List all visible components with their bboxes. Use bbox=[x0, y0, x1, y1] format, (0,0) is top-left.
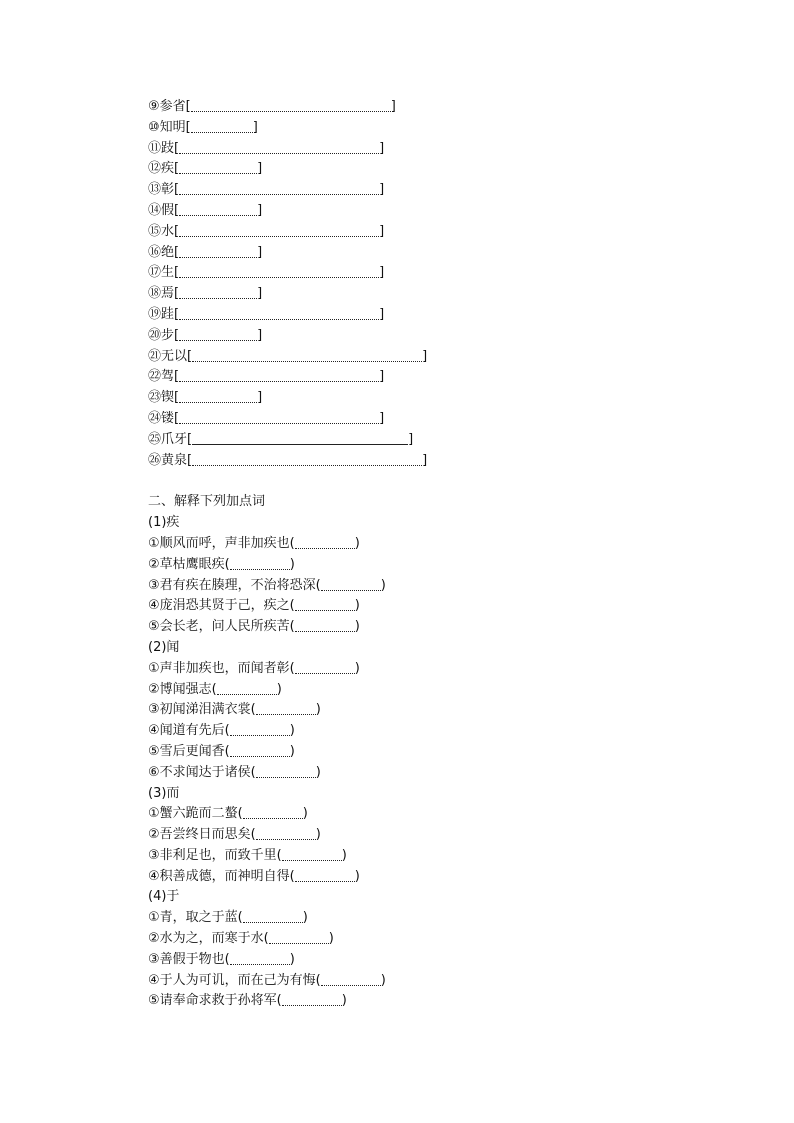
section-gap bbox=[148, 471, 427, 492]
exercise-item bbox=[148, 929, 427, 950]
exercise-sentence: ①蟹六跪而二螯 bbox=[148, 806, 238, 822]
vocab-item bbox=[148, 430, 427, 451]
exercise-item bbox=[148, 991, 427, 1012]
close-paren: ) bbox=[354, 598, 360, 614]
vocab-term: ⑮水 bbox=[148, 223, 175, 239]
vocab-item bbox=[148, 305, 427, 326]
exercise-item bbox=[148, 971, 427, 992]
exercise-sentence: ⑤会长老，问人民所疾苦 bbox=[148, 619, 290, 635]
close-paren: ) bbox=[289, 951, 295, 967]
close-paren: ) bbox=[315, 827, 321, 843]
open-bracket: [ bbox=[185, 119, 191, 135]
vocab-term: ⑳步 bbox=[148, 327, 175, 343]
close-paren: ) bbox=[289, 723, 295, 739]
vocab-item bbox=[148, 222, 427, 243]
answer-blank[interactable] bbox=[191, 119, 253, 133]
vocab-item bbox=[148, 159, 427, 180]
close-paren: ) bbox=[354, 660, 360, 676]
close-paren: ) bbox=[328, 931, 334, 947]
answer-blank[interactable] bbox=[295, 868, 355, 882]
exercise-sentence: ⑥不求闻达于诸侯 bbox=[148, 764, 251, 780]
exercise-item bbox=[148, 867, 427, 888]
vocab-term: ⑯绝 bbox=[148, 244, 175, 260]
vocab-item bbox=[148, 180, 427, 201]
open-bracket: [ bbox=[174, 244, 180, 260]
open-paren: ( bbox=[289, 660, 295, 676]
exercise-item bbox=[148, 534, 427, 555]
answer-blank[interactable] bbox=[192, 452, 422, 466]
open-bracket: [ bbox=[187, 348, 193, 364]
vocab-item bbox=[148, 388, 427, 409]
answer-blank[interactable] bbox=[179, 223, 379, 237]
answer-blank[interactable] bbox=[256, 764, 316, 778]
exercise-item bbox=[148, 555, 427, 576]
answer-blank[interactable] bbox=[179, 140, 379, 154]
open-paren: ( bbox=[289, 535, 295, 551]
close-paren: ) bbox=[380, 577, 386, 593]
close-paren: ) bbox=[289, 743, 295, 759]
answer-blank[interactable] bbox=[321, 972, 381, 986]
open-bracket: [ bbox=[174, 327, 180, 343]
open-bracket: [ bbox=[174, 223, 180, 239]
answer-blank[interactable] bbox=[282, 847, 342, 861]
exercise-sentence: ④庞涓恐其贤于己，疾之 bbox=[148, 598, 290, 614]
answer-blank[interactable] bbox=[295, 597, 355, 611]
open-paren: ( bbox=[276, 993, 282, 1009]
vocab-term: ㉒驾 bbox=[148, 369, 175, 385]
vocab-term: ⑫疾 bbox=[148, 161, 175, 177]
group-heading: (1)疾 bbox=[148, 515, 180, 531]
exercise-item bbox=[148, 804, 427, 825]
vocab-item bbox=[148, 284, 427, 305]
close-bracket: ] bbox=[408, 431, 414, 447]
exercise-sentence: ④闻道有先后 bbox=[148, 723, 225, 739]
close-bracket: ] bbox=[379, 223, 385, 239]
exercise-item bbox=[148, 763, 427, 784]
close-paren: ) bbox=[276, 681, 282, 697]
open-bracket: [ bbox=[174, 369, 180, 385]
answer-blank[interactable] bbox=[192, 431, 408, 445]
answer-blank[interactable] bbox=[295, 618, 355, 632]
close-bracket: ] bbox=[257, 244, 263, 260]
close-paren: ) bbox=[315, 764, 321, 780]
answer-blank[interactable] bbox=[230, 951, 290, 965]
open-paren: ( bbox=[250, 827, 256, 843]
open-bracket: [ bbox=[174, 306, 180, 322]
open-paren: ( bbox=[315, 972, 321, 988]
open-bracket: [ bbox=[174, 265, 180, 281]
open-paren: ( bbox=[211, 681, 217, 697]
answer-blank[interactable] bbox=[295, 535, 355, 549]
exercise-sentence: ②草枯鹰眼疾 bbox=[148, 556, 225, 572]
answer-blank[interactable] bbox=[269, 930, 329, 944]
vocab-term: ⑱焉 bbox=[148, 286, 175, 302]
answer-blank[interactable] bbox=[179, 389, 257, 403]
answer-blank[interactable] bbox=[179, 410, 379, 424]
close-paren: ) bbox=[354, 619, 360, 635]
answer-blank[interactable] bbox=[295, 660, 355, 674]
close-bracket: ] bbox=[422, 348, 428, 364]
close-bracket: ] bbox=[379, 182, 385, 198]
open-bracket: [ bbox=[174, 410, 180, 426]
vocab-term: ㉖黄泉 bbox=[148, 452, 188, 468]
exercise-sentence: ④积善成德，而神明自得 bbox=[148, 868, 290, 884]
exercise-item bbox=[148, 950, 427, 971]
answer-blank[interactable] bbox=[256, 826, 316, 840]
answer-blank[interactable] bbox=[179, 264, 379, 278]
answer-blank[interactable] bbox=[256, 701, 316, 715]
exercise-sentence: ①青，取之于蓝 bbox=[148, 910, 238, 926]
exercise-item bbox=[148, 721, 427, 742]
open-paren: ( bbox=[263, 931, 269, 947]
open-bracket: [ bbox=[187, 452, 193, 468]
exercise-sentence: ①顺风而呼，声非加疾也 bbox=[148, 535, 290, 551]
exercise-item bbox=[148, 700, 427, 721]
group-heading: (3)而 bbox=[148, 785, 180, 801]
exercise-sentence: ③初闻涕泪满衣裳 bbox=[148, 702, 251, 718]
open-paren: ( bbox=[224, 743, 230, 759]
answer-blank[interactable] bbox=[179, 327, 257, 341]
answer-blank[interactable] bbox=[321, 577, 381, 591]
open-bracket: [ bbox=[187, 431, 193, 447]
exercise-sentence: ②博闻强志 bbox=[148, 681, 212, 697]
close-bracket: ] bbox=[379, 369, 385, 385]
answer-blank[interactable] bbox=[179, 181, 379, 195]
close-paren: ) bbox=[341, 847, 347, 863]
vocab-term: ㉔镂 bbox=[148, 410, 175, 426]
exercise-item bbox=[148, 596, 427, 617]
answer-blank[interactable] bbox=[217, 681, 277, 695]
close-paren: ) bbox=[302, 806, 308, 822]
close-bracket: ] bbox=[422, 452, 428, 468]
close-bracket: ] bbox=[257, 202, 263, 218]
vocab-term: ⑨参省 bbox=[148, 99, 186, 114]
vocab-item bbox=[148, 118, 427, 139]
vocab-item bbox=[148, 347, 427, 368]
exercise-content bbox=[148, 97, 427, 1012]
answer-blank[interactable] bbox=[179, 306, 379, 320]
vocab-term: ⑭假 bbox=[148, 202, 175, 218]
vocab-term: ㉕爪牙 bbox=[148, 431, 188, 447]
close-bracket: ] bbox=[257, 286, 263, 302]
vocab-term: ㉑无以 bbox=[148, 348, 188, 364]
close-paren: ) bbox=[341, 993, 347, 1009]
exercise-sentence: ⑤雪后更闻香 bbox=[148, 743, 225, 759]
open-bracket: [ bbox=[174, 182, 180, 198]
open-paren: ( bbox=[224, 723, 230, 739]
exercise-item bbox=[148, 825, 427, 846]
open-bracket: [ bbox=[174, 390, 180, 406]
answer-blank[interactable] bbox=[179, 202, 257, 216]
open-paren: ( bbox=[289, 619, 295, 635]
exercise-item bbox=[148, 659, 427, 680]
close-bracket: ] bbox=[257, 161, 263, 177]
exercise-sentence: ②吾尝终日而思矣 bbox=[148, 827, 251, 843]
answer-blank[interactable] bbox=[243, 909, 303, 923]
close-paren: ) bbox=[315, 702, 321, 718]
answer-blank[interactable] bbox=[179, 368, 379, 382]
exercise-item bbox=[148, 617, 427, 638]
close-bracket: ] bbox=[379, 410, 385, 426]
open-paren: ( bbox=[224, 556, 230, 572]
open-paren: ( bbox=[289, 868, 295, 884]
vocab-term: ⑬彰 bbox=[148, 182, 175, 198]
vocab-term: ⑲跬 bbox=[148, 306, 175, 322]
open-paren: ( bbox=[224, 951, 230, 967]
exercise-sentence: ⑤请奉命求救于孙将军 bbox=[148, 993, 277, 1009]
exercise-sentence: ③君有疾在腠理，不治将恐深 bbox=[148, 577, 316, 593]
answer-blank[interactable] bbox=[179, 244, 257, 258]
close-paren: ) bbox=[354, 868, 360, 884]
answer-blank[interactable] bbox=[282, 992, 342, 1006]
close-bracket: ] bbox=[257, 390, 263, 406]
group-heading: (2)闻 bbox=[148, 639, 180, 655]
open-paren: ( bbox=[250, 764, 256, 780]
answer-blank[interactable] bbox=[191, 98, 391, 112]
exercise-item bbox=[148, 846, 427, 867]
close-bracket: ] bbox=[252, 119, 258, 135]
section-title: 二、解释下列加点词 bbox=[148, 494, 266, 510]
vocab-item bbox=[148, 97, 427, 118]
exercise-item bbox=[148, 742, 427, 763]
open-bracket: [ bbox=[174, 140, 180, 156]
close-bracket: ] bbox=[379, 306, 385, 322]
vocab-term: ⑪跂 bbox=[148, 140, 175, 156]
open-paren: ( bbox=[237, 910, 243, 926]
vocab-item bbox=[148, 451, 427, 472]
open-bracket: [ bbox=[174, 286, 180, 302]
exercise-sentence: ③善假于物也 bbox=[148, 951, 225, 967]
close-paren: ) bbox=[354, 535, 360, 551]
vocab-item bbox=[148, 139, 427, 160]
group-heading: (4)于 bbox=[148, 889, 180, 905]
exercise-item bbox=[148, 908, 427, 929]
vocab-term: ⑩知明 bbox=[148, 119, 186, 135]
vocab-term: ⑰生 bbox=[148, 265, 175, 281]
open-paren: ( bbox=[250, 702, 256, 718]
open-paren: ( bbox=[315, 577, 321, 593]
close-bracket: ] bbox=[379, 265, 385, 281]
answer-blank[interactable] bbox=[179, 285, 257, 299]
vocab-item bbox=[148, 409, 427, 430]
answer-blank[interactable] bbox=[179, 160, 257, 174]
exercise-item bbox=[148, 576, 427, 597]
vocab-term: ㉓锲 bbox=[148, 390, 175, 406]
exercise-item bbox=[148, 680, 427, 701]
vocab-item bbox=[148, 326, 427, 347]
open-paren: ( bbox=[237, 806, 243, 822]
vocab-item bbox=[148, 367, 427, 388]
close-paren: ) bbox=[302, 910, 308, 926]
answer-blank[interactable] bbox=[230, 743, 290, 757]
open-paren: ( bbox=[289, 598, 295, 614]
exercise-sentence: ①声非加疾也，而闻者彰 bbox=[148, 660, 290, 676]
exercise-sentence: ②水为之，而寒于水 bbox=[148, 931, 264, 947]
vocab-item bbox=[148, 263, 427, 284]
answer-blank[interactable] bbox=[230, 722, 290, 736]
vocab-item bbox=[148, 243, 427, 264]
close-bracket: ] bbox=[390, 99, 396, 114]
open-bracket: [ bbox=[174, 161, 180, 177]
exercise-sentence: ④于人为可讥，而在己为有悔 bbox=[148, 972, 316, 988]
close-paren: ) bbox=[289, 556, 295, 572]
close-paren: ) bbox=[380, 972, 386, 988]
answer-blank[interactable] bbox=[192, 348, 422, 362]
exercise-sentence: ③非利足也，而致千里 bbox=[148, 847, 277, 863]
answer-blank[interactable] bbox=[243, 805, 303, 819]
open-paren: ( bbox=[276, 847, 282, 863]
close-bracket: ] bbox=[257, 327, 263, 343]
open-bracket: [ bbox=[174, 202, 180, 218]
answer-blank[interactable] bbox=[230, 556, 290, 570]
open-bracket: [ bbox=[185, 99, 191, 114]
close-bracket: ] bbox=[379, 140, 385, 156]
vocab-item bbox=[148, 201, 427, 222]
